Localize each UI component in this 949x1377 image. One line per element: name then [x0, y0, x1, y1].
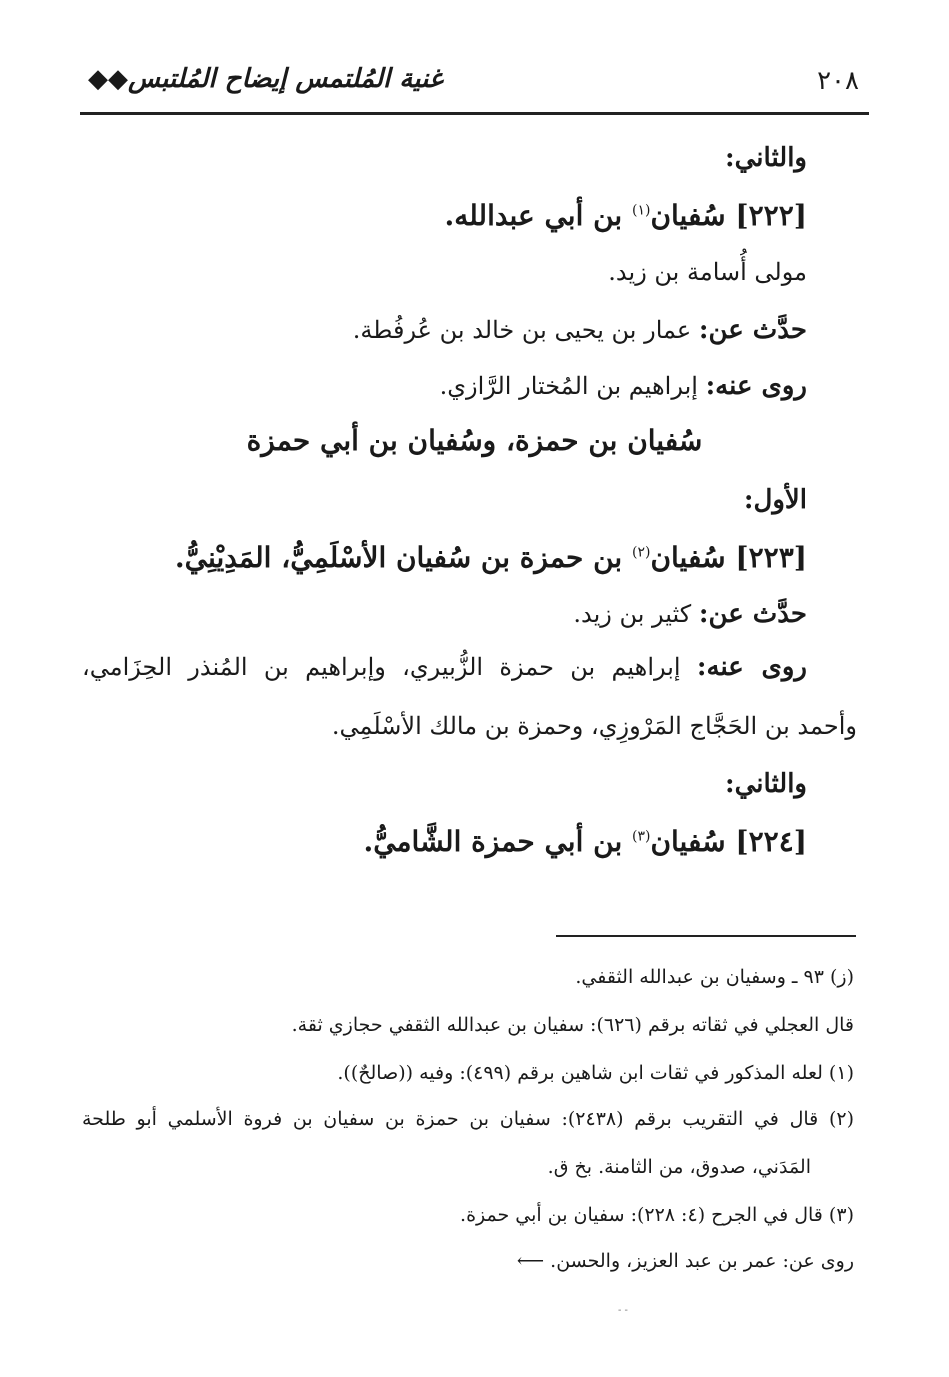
subheading-first: الأول:	[743, 485, 807, 515]
footnote-rule	[556, 935, 856, 937]
entry-224	[363, 822, 807, 861]
narrated-by	[82, 652, 807, 682]
entry-name-rest: بن أبي حمزة الشَّاميُّ.	[363, 825, 623, 858]
footnote-ref: (٢)	[631, 544, 651, 561]
header-rule	[80, 112, 869, 115]
footnote-2-line2: المَدَني، صدوق، من الثامنة. بخ ق.	[547, 1156, 811, 1178]
narrated-by-continued: وأحمد بن الحَجَّاج المَرْوزِي، وحمزة بن مالك الأسْلَمِي.	[331, 712, 857, 740]
narrated-from	[573, 596, 807, 632]
entry-name-rest: بن أبي عبدالله.	[444, 199, 623, 232]
page-header	[80, 58, 869, 102]
narrated-by-text: إبراهيم بن المُختار الرَّازي.	[439, 372, 698, 400]
narrated-from-text: كثير بن زيد.	[573, 600, 692, 628]
page-number: ٢٠٨	[817, 66, 859, 96]
entry-name: سُفيان	[650, 541, 726, 574]
label-narrated-by: روى عنه:	[705, 371, 807, 401]
narrated-from	[353, 312, 807, 348]
entry-name: سُفيان	[650, 199, 726, 232]
entry-222	[445, 196, 807, 235]
entry-number: [٢٢٤]	[735, 825, 807, 858]
entry-note: مولى أُسامة بن زيد.	[608, 258, 807, 286]
narrated-by-text: إبراهيم بن حمزة الزُّبيري، وإبراهيم بن المُنذر الحِزَامي،	[82, 653, 681, 681]
footnote-z-heading: (ز) ٩٣ ـ وسفيان بن عبدالله الثقفي.	[575, 966, 854, 988]
footnote-3: (٣) قال في الجرح (٤: ٢٢٨): سفيان بن أبي حمزة.	[460, 1204, 854, 1226]
subheading-second: والثاني:	[725, 769, 807, 799]
narrated-from-text: عمار بن يحيى بن خالد بن عُرفُطة.	[352, 316, 692, 344]
entry-number: [٢٢٢]	[735, 199, 807, 232]
label-narrated-from: حدَّث عن:	[698, 599, 807, 629]
footnote-ref: (٣)	[631, 828, 651, 845]
footnote-2-line1: (٢) قال في التقريب برقم (٢٤٣٨): سفيان بن حمزة بن سفيان بن فروة الأسلمي أبو طلحة	[82, 1108, 854, 1130]
narrated-by	[440, 368, 807, 404]
section-title: سُفيان بن حمزة، وسُفيان بن أبي حمزة	[246, 424, 703, 457]
footnote-3-continued-text: روى عن: عمر بن عبد العزيز، والحسن.	[550, 1250, 854, 1272]
footnote-1: (١) لعله المذكور في ثقات ابن شاهين برقم (٤٩٩): وفيه ((صالحٌ)).	[337, 1062, 854, 1084]
continue-arrow-icon: ⟵	[516, 1250, 545, 1272]
running-title: غنية المُلتمس إيضاح المُلتبس◆◆	[88, 64, 443, 94]
entry-name: سُفيان	[650, 825, 726, 858]
subheading-second: والثاني:	[725, 143, 807, 173]
entry-name-rest: بن حمزة بن سُفيان الأسْلَمِيُّ، المَدِيْنِيُّ.	[174, 541, 623, 574]
footnote-ref: (١)	[631, 202, 651, 219]
label-narrated-by: روى عنه:	[696, 652, 807, 682]
footnote-z-text: قال العجلي في ثقاته برقم (٦٢٦): سفيان بن عبدالله الثقفي حجازي ثقة.	[291, 1014, 854, 1036]
label-narrated-from: حدَّث عن:	[698, 315, 807, 345]
entry-223	[175, 538, 807, 577]
footnote-3-continued	[517, 1250, 854, 1272]
entry-number: [٢٢٣]	[735, 541, 807, 574]
printer-mark: - -	[618, 1305, 628, 1316]
